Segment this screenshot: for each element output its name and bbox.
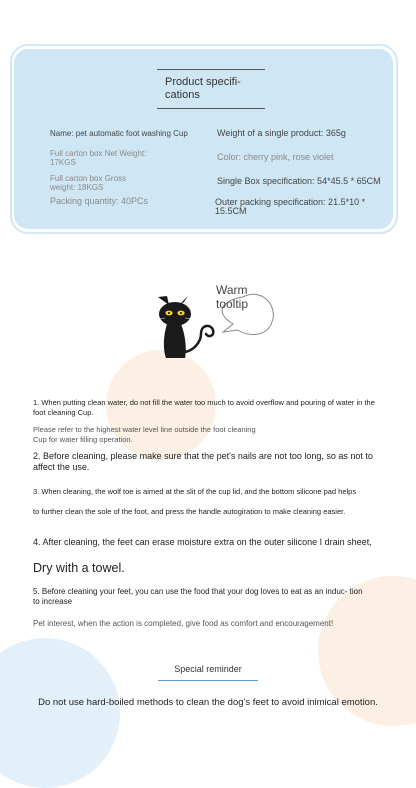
spec-net-weight: Full carton box Net Weight: 17KGS — [50, 149, 147, 167]
instruction-3b: to further clean the sole of the foot, and press the handle autogiration to make cleaning easier. — [33, 507, 346, 516]
instruction-4: 4. After cleaning, the feet can erase moisture extra on the outer silicone I drain sheet, — [33, 537, 372, 547]
spec-title — [157, 69, 265, 109]
instruction-1b: Please refer to the highest water level line outside the foot cleaning Cup for water filling operation. — [33, 425, 256, 444]
spec-gross-weight: Full carton box Gross weight: 18KGS — [50, 174, 127, 192]
spec-outer-packing: Outer packing specification: 21.5*10 * 15.5CM — [215, 197, 366, 216]
spec-single-box: Single Box specification: 54*45.5 * 65CM — [217, 176, 381, 186]
instruction-3: 3. When cleaning, the wolf toe is aimed at the slit of the cup lid, and the bottom silicone pad helps — [33, 487, 357, 496]
reminder-title: Special reminder — [174, 664, 242, 674]
reminder-divider — [158, 680, 258, 681]
spec-packing-qty: Packing quantity: 40PCs — [50, 196, 149, 206]
instruction-1: 1. When putting clean water, do not fill the water too much to avoid overflow and pouring of water in the foot cleaning Cup. — [33, 398, 375, 417]
instruction-4b: Dry with a towel. — [33, 561, 125, 575]
spec-weight-single: Weight of a single product: 365g — [217, 128, 346, 138]
blue-circle-left — [0, 638, 120, 788]
reminder-text: Do not use hard-boiled methods to clean the dog's feet to avoid inimical emotion. — [38, 697, 378, 708]
instruction-2: 2. Before cleaning, please make sure that the pet's nails are not too long, so as not to affect the use. — [33, 451, 373, 472]
spec-color: Color: cherry pink, rose violet — [217, 152, 334, 162]
tooltip-text: Warm tooltip — [216, 283, 249, 311]
instruction-5b: Pet interest, when the action is completed, give food as comfort and encouragement! — [33, 619, 334, 628]
spec-title-text: Product specifi- cations — [165, 76, 241, 101]
instruction-5: 5. Before cleaning your feet, you can use the food that your dog loves to eat as an induc- tion to increase — [33, 587, 363, 606]
spec-name: Name: pet automatic foot washing Cup — [50, 129, 188, 138]
